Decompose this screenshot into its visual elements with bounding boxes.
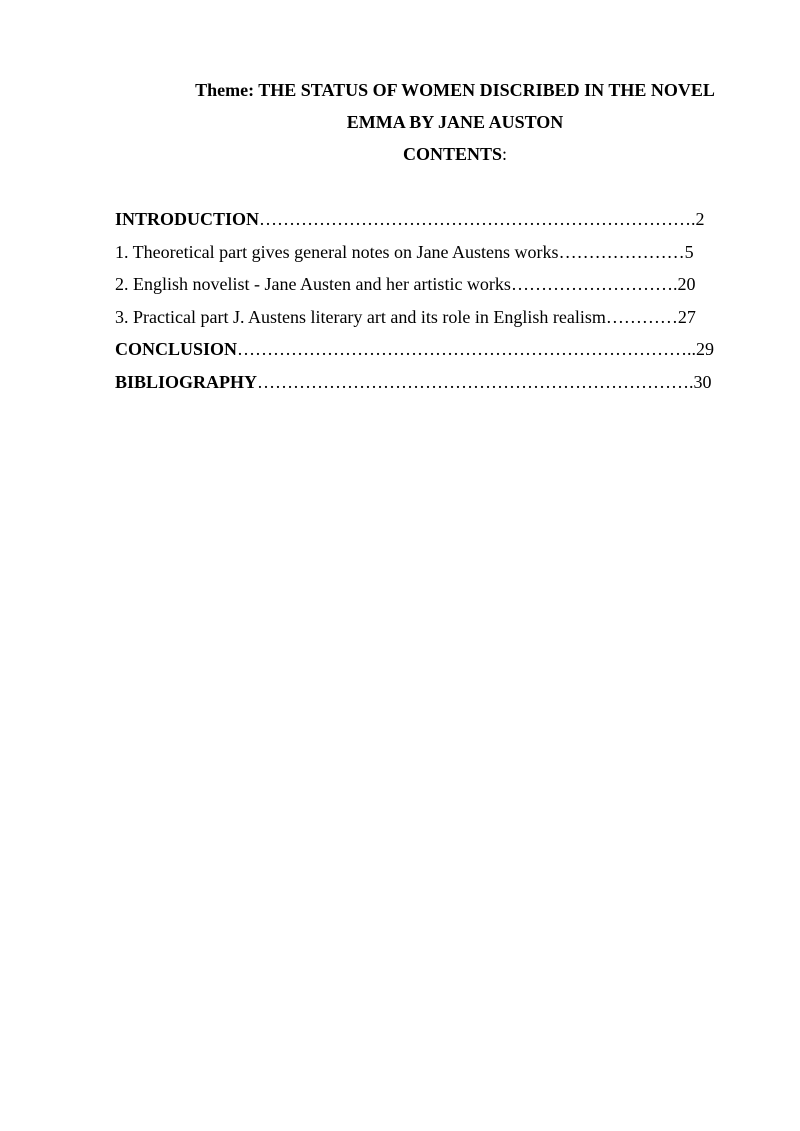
toc-entry-page: 20 <box>677 274 696 295</box>
toc-entry-leader: ………………… <box>558 241 685 262</box>
toc-entry-practical-part <box>115 301 755 334</box>
toc-entry-page: 2 <box>695 209 705 229</box>
contents-heading-line <box>130 138 780 170</box>
toc-entry-leader: ………………………. <box>510 274 678 295</box>
toc-entry-leader: ………………………………………………………………. <box>259 209 696 229</box>
table-of-contents <box>115 203 755 399</box>
toc-entry-leader: ………………………………………………………………. <box>257 371 694 392</box>
toc-entry-label: 2. English novelist - Jane Austen and her artistic works <box>115 274 511 295</box>
contents-heading-colon: : <box>502 144 508 164</box>
title-block <box>130 74 780 170</box>
theme-title-line-1: Theme: THE STATUS OF WOMEN DISCRIBED IN THE NOVEL <box>195 80 715 100</box>
contents-heading: CONTENTS <box>402 144 502 164</box>
toc-entry-bibliography <box>115 366 755 399</box>
toc-entry-page: 29 <box>696 339 715 360</box>
toc-entry-theoretical-part <box>115 236 755 269</box>
toc-entry-label: 3. Practical part J. Austens literary art and its role in English realism <box>115 306 606 327</box>
toc-entry-english-novelist <box>115 268 755 301</box>
toc-entry-label: 1. Theoretical part gives general notes on Jane Austens works <box>115 241 559 262</box>
toc-entry-page: 5 <box>684 241 694 262</box>
toc-entry-leader: ………… <box>605 306 678 327</box>
toc-entry-introduction <box>115 203 755 236</box>
theme-title-line-2: EMMA BY JANE AUSTON <box>346 112 564 132</box>
toc-entry-page: 27 <box>677 306 696 327</box>
toc-entry-conclusion <box>115 333 755 366</box>
toc-entry-label: INTRODUCTION <box>115 209 260 229</box>
toc-entry-label: BIBLIOGRAPHY <box>115 371 258 392</box>
toc-entry-label: CONCLUSION <box>115 339 238 360</box>
toc-entry-leader: ………………………………………………………………….. <box>237 339 697 360</box>
toc-entry-page: 30 <box>693 371 712 392</box>
